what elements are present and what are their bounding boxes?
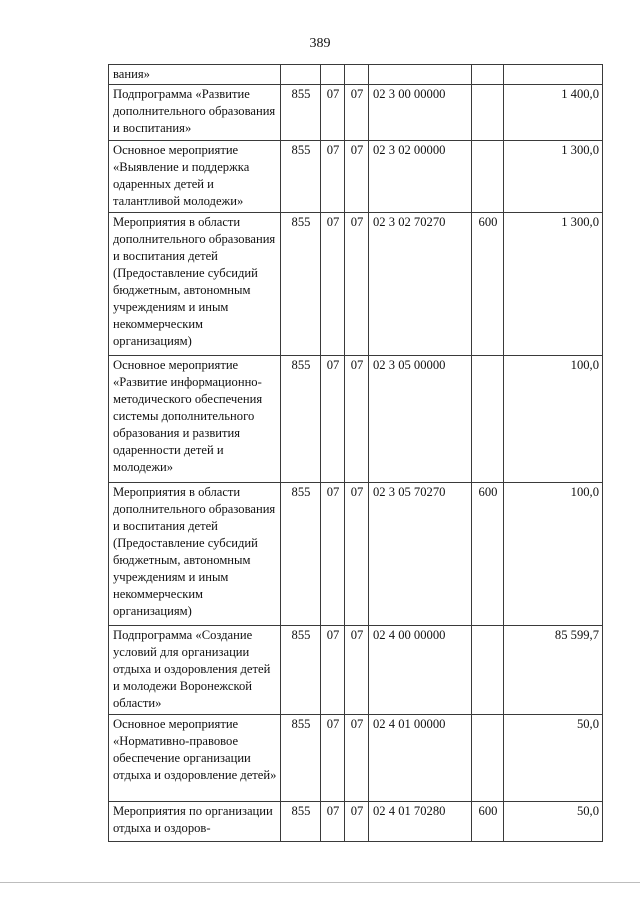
expense-type-cell: 600 xyxy=(472,213,504,356)
target-article-cell: 02 4 01 00000 xyxy=(369,715,472,802)
item-name-cell: Мероприятия в области дополнительного образования и воспитания детей (Предоставление субсидий бюджетным, автономным учреждениям и иным некоммерческим организациям) xyxy=(109,213,281,356)
expense-type-cell xyxy=(472,65,504,85)
item-name-cell: Мероприятия в области дополнительного образования и воспитания детей (Предоставление субсидий бюджетным, автономным учреждениям и иным некоммерческим организациям) xyxy=(109,483,281,626)
expense-type-cell xyxy=(472,626,504,715)
amount-cell: 1 300,0 xyxy=(504,213,603,356)
expense-type-cell xyxy=(472,356,504,483)
table-row xyxy=(109,626,603,715)
expense-type-cell: 600 xyxy=(472,483,504,626)
subsection-code-cell: 07 xyxy=(345,213,369,356)
table-row xyxy=(109,141,603,213)
item-name-cell: Мероприятия по организации отдыха и оздоров- xyxy=(109,802,281,842)
amount-cell: 50,0 xyxy=(504,715,603,802)
target-article-cell: 02 3 02 70270 xyxy=(369,213,472,356)
expense-type-cell xyxy=(472,141,504,213)
table-row xyxy=(109,715,603,802)
target-article-cell: 02 4 00 00000 xyxy=(369,626,472,715)
amount-cell: 1 300,0 xyxy=(504,141,603,213)
amount-cell: 100,0 xyxy=(504,356,603,483)
expense-type-cell xyxy=(472,85,504,141)
table-row xyxy=(109,356,603,483)
section-code-cell: 07 xyxy=(321,141,345,213)
target-article-cell: 02 3 00 00000 xyxy=(369,85,472,141)
target-article-cell xyxy=(369,65,472,85)
item-name-cell: Основное мероприятие «Выявление и поддержка одаренных детей и талантливой молодежи» xyxy=(109,141,281,213)
table-row xyxy=(109,213,603,356)
expense-type-cell: 600 xyxy=(472,802,504,842)
target-article-cell: 02 3 05 70270 xyxy=(369,483,472,626)
section-code-cell: 07 xyxy=(321,802,345,842)
budget-table xyxy=(108,64,603,842)
bottom-divider xyxy=(0,882,640,883)
grbs-code-cell: 855 xyxy=(281,141,321,213)
section-code-cell: 07 xyxy=(321,356,345,483)
item-name-cell: Подпрограмма «Создание условий для организации отдыха и оздоровления детей и молодежи Воронежской области» xyxy=(109,626,281,715)
grbs-code-cell xyxy=(281,65,321,85)
grbs-code-cell: 855 xyxy=(281,802,321,842)
subsection-code-cell: 07 xyxy=(345,483,369,626)
subsection-code-cell: 07 xyxy=(345,626,369,715)
grbs-code-cell: 855 xyxy=(281,715,321,802)
amount-cell: 85 599,7 xyxy=(504,626,603,715)
table-row xyxy=(109,483,603,626)
amount-cell: 50,0 xyxy=(504,802,603,842)
section-code-cell: 07 xyxy=(321,715,345,802)
target-article-cell: 02 4 01 70280 xyxy=(369,802,472,842)
item-name-cell: вания» xyxy=(109,65,281,85)
page-number: 389 xyxy=(309,36,331,51)
subsection-code-cell: 07 xyxy=(345,715,369,802)
item-name-cell: Основное мероприятие «Развитие информационно-методического обеспечения системы дополнительного образования и развития одаренности детей и молодежи» xyxy=(109,356,281,483)
section-code-cell: 07 xyxy=(321,626,345,715)
item-name-cell: Подпрограмма «Развитие дополнительного образования и воспитания» xyxy=(109,85,281,141)
table-row xyxy=(109,85,603,141)
subsection-code-cell: 07 xyxy=(345,356,369,483)
subsection-code-cell: 07 xyxy=(345,802,369,842)
section-code-cell xyxy=(321,65,345,85)
section-code-cell: 07 xyxy=(321,213,345,356)
amount-cell: 100,0 xyxy=(504,483,603,626)
grbs-code-cell: 855 xyxy=(281,356,321,483)
section-code-cell: 07 xyxy=(321,483,345,626)
item-name-cell: Основное мероприятие «Нормативно-правовое обеспечение организации отдыха и оздоровление детей» xyxy=(109,715,281,802)
subsection-code-cell: 07 xyxy=(345,85,369,141)
expense-type-cell xyxy=(472,715,504,802)
grbs-code-cell: 855 xyxy=(281,85,321,141)
target-article-cell: 02 3 02 00000 xyxy=(369,141,472,213)
subsection-code-cell xyxy=(345,65,369,85)
table-row xyxy=(109,65,603,85)
subsection-code-cell: 07 xyxy=(345,141,369,213)
grbs-code-cell: 855 xyxy=(281,213,321,356)
grbs-code-cell: 855 xyxy=(281,483,321,626)
amount-cell: 1 400,0 xyxy=(504,85,603,141)
grbs-code-cell: 855 xyxy=(281,626,321,715)
section-code-cell: 07 xyxy=(321,85,345,141)
target-article-cell: 02 3 05 00000 xyxy=(369,356,472,483)
table-row xyxy=(109,802,603,842)
amount-cell xyxy=(504,65,603,85)
